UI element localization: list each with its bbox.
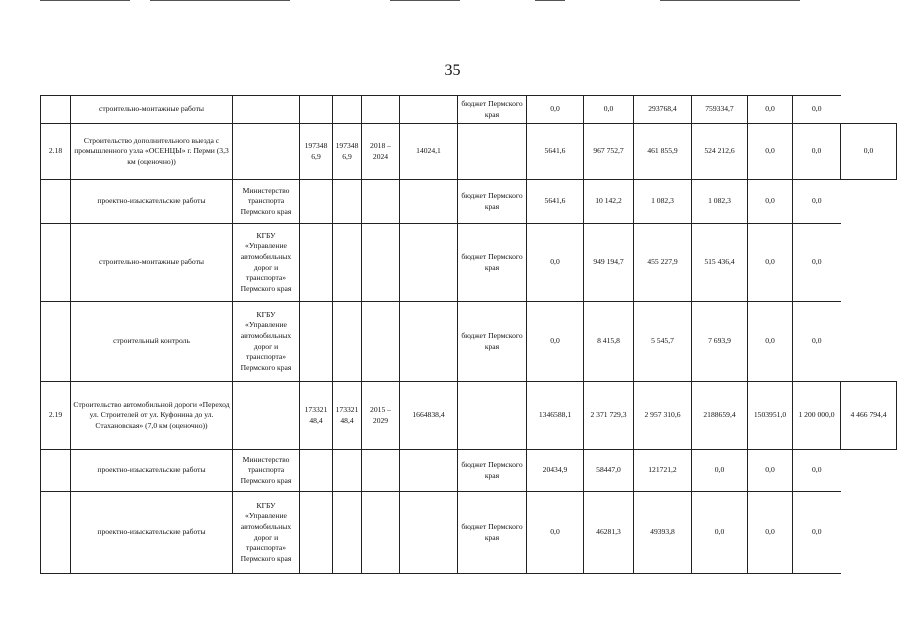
cell-value-3: 49393,8 [634, 492, 692, 574]
cell-value-7 [841, 180, 897, 224]
cell-executor: КГБУ «Управление автомобильных дорог и транспорта» Пермского края [233, 492, 300, 574]
cell-value-1: 0,0 [527, 224, 584, 302]
cell-value-7: 0,0 [841, 124, 897, 180]
cell-row-number [41, 180, 71, 224]
cell-value-4: 2188659,4 [692, 382, 748, 450]
top-rule-left [40, 0, 130, 1]
cell-value-5: 1503951,0 [748, 382, 793, 450]
cell-capacity-2 [333, 302, 362, 382]
cell-value-7 [841, 302, 897, 382]
cell-value-7 [841, 96, 897, 124]
cell-value-5: 0,0 [748, 450, 793, 492]
cell-funding-source: бюджет Пермского края [458, 96, 527, 124]
cell-capacity-2 [333, 450, 362, 492]
cell-value-7 [841, 492, 897, 574]
top-rule-mid-2 [390, 0, 460, 1]
table-row [41, 450, 897, 492]
cell-value-3: 5 545,7 [634, 302, 692, 382]
cell-capacity-1 [300, 302, 333, 382]
cell-estimated-cost [400, 224, 458, 302]
cell-capacity-1 [300, 224, 333, 302]
cell-row-number [41, 302, 71, 382]
cell-capacity-1 [300, 450, 333, 492]
cell-value-2: 10 142,2 [584, 180, 634, 224]
cell-value-5: 0,0 [748, 124, 793, 180]
cell-value-5: 0,0 [748, 492, 793, 574]
cell-value-1: 0,0 [527, 492, 584, 574]
cell-value-1: 0,0 [527, 302, 584, 382]
cell-value-7 [841, 450, 897, 492]
cell-row-number [41, 450, 71, 492]
cell-value-2: 949 194,7 [584, 224, 634, 302]
budget-table [40, 95, 897, 574]
cell-period [362, 180, 400, 224]
cell-value-7: 4 466 794,4 [841, 382, 897, 450]
cell-estimated-cost [400, 96, 458, 124]
cell-capacity-1 [300, 180, 333, 224]
cell-row-number [41, 96, 71, 124]
cell-value-6: 0,0 [793, 450, 841, 492]
cell-value-3: 1 082,3 [634, 180, 692, 224]
cell-period [362, 224, 400, 302]
table-row [41, 382, 897, 450]
cell-executor [233, 382, 300, 450]
cell-value-2: 58447,0 [584, 450, 634, 492]
cell-estimated-cost [400, 450, 458, 492]
cell-estimated-cost [400, 492, 458, 574]
cell-work-name: строительно-монтажные работы [71, 96, 233, 124]
cell-value-3: 461 855,9 [634, 124, 692, 180]
cell-work-name: проектно-изыскательские работы [71, 450, 233, 492]
cell-period [362, 96, 400, 124]
cell-value-5: 0,0 [748, 180, 793, 224]
cell-work-name: строительный контроль [71, 302, 233, 382]
cell-funding-source: бюджет Пермского края [458, 180, 527, 224]
cell-period [362, 450, 400, 492]
cell-funding-source [458, 382, 527, 450]
cell-value-4: 524 212,6 [692, 124, 748, 180]
cell-work-name: Строительство дополнительного выезда с промышленного узла «ОСЕНЦЫ» г. Перми (3,3 км (оценочно)) [71, 124, 233, 180]
cell-capacity-2: 197348 6,9 [333, 124, 362, 180]
cell-value-1: 0,0 [527, 96, 584, 124]
cell-value-6: 0,0 [793, 492, 841, 574]
cell-estimated-cost: 14024,1 [400, 124, 458, 180]
cell-value-1: 1346588,1 [527, 382, 584, 450]
cell-value-3: 455 227,9 [634, 224, 692, 302]
cell-value-2: 46281,3 [584, 492, 634, 574]
table-row [41, 492, 897, 574]
cell-period [362, 492, 400, 574]
cell-value-1: 5641,6 [527, 180, 584, 224]
cell-value-5: 0,0 [748, 302, 793, 382]
table-row [41, 302, 897, 382]
cell-funding-source: бюджет Пермского края [458, 224, 527, 302]
cell-period: 2015 – 2029 [362, 382, 400, 450]
cell-executor: Министерство транспорта Пермского края [233, 180, 300, 224]
page-number: 35 [444, 62, 461, 79]
cell-estimated-cost [400, 180, 458, 224]
cell-value-3: 293768,4 [634, 96, 692, 124]
cell-value-5: 0,0 [748, 96, 793, 124]
cell-funding-source: бюджет Пермского края [458, 492, 527, 574]
cell-value-4: 0,0 [692, 492, 748, 574]
cell-value-5: 0,0 [748, 224, 793, 302]
cell-work-name: проектно-изыскательские работы [71, 180, 233, 224]
top-rule-mid-3 [535, 0, 565, 1]
cell-value-2: 0,0 [584, 96, 634, 124]
cell-value-3: 2 957 310,6 [634, 382, 692, 450]
table-row [41, 180, 897, 224]
cell-work-name: Строительство автомобильной дороги «Переход ул. Строителей от ул. Куфонина до ул. Стахановская» (7,0 км (оценочно)) [71, 382, 233, 450]
cell-capacity-1 [300, 96, 333, 124]
cell-capacity-1: 173321 48,4 [300, 382, 333, 450]
cell-capacity-2 [333, 224, 362, 302]
cell-row-number: 2.18 [41, 124, 71, 180]
cell-capacity-2 [333, 492, 362, 574]
cell-capacity-1: 197348 6,9 [300, 124, 333, 180]
cell-value-2: 2 371 729,3 [584, 382, 634, 450]
cell-value-7 [841, 224, 897, 302]
cell-funding-source [458, 124, 527, 180]
table-row [41, 124, 897, 180]
cell-value-6: 0,0 [793, 96, 841, 124]
cell-value-3: 121721,2 [634, 450, 692, 492]
cell-work-name: строительно-монтажные работы [71, 224, 233, 302]
cell-value-4: 0,0 [692, 450, 748, 492]
cell-value-1: 5641,6 [527, 124, 584, 180]
top-rule-mid-1 [150, 0, 290, 1]
cell-estimated-cost: 1664838,4 [400, 382, 458, 450]
cell-executor: Министерство транспорта Пермского края [233, 450, 300, 492]
cell-capacity-2 [333, 96, 362, 124]
cell-value-4: 759334,7 [692, 96, 748, 124]
cell-capacity-2 [333, 180, 362, 224]
cell-funding-source: бюджет Пермского края [458, 450, 527, 492]
cell-capacity-1 [300, 492, 333, 574]
cell-value-1: 20434,9 [527, 450, 584, 492]
cell-row-number [41, 492, 71, 574]
cell-funding-source: бюджет Пермского края [458, 302, 527, 382]
cell-value-2: 967 752,7 [584, 124, 634, 180]
cell-capacity-2: 173321 48,4 [333, 382, 362, 450]
cell-work-name: проектно-изыскательские работы [71, 492, 233, 574]
table-row [41, 96, 897, 124]
cell-value-4: 7 693,9 [692, 302, 748, 382]
cell-executor: КГБУ «Управление автомобильных дорог и транспорта» Пермского края [233, 302, 300, 382]
cell-value-6: 1 200 000,0 [793, 382, 841, 450]
cell-executor: КГБУ «Управление автомобильных дорог и транспорта» Пермского края [233, 224, 300, 302]
cell-value-6: 0,0 [793, 124, 841, 180]
cell-value-6: 0,0 [793, 180, 841, 224]
table-row [41, 224, 897, 302]
cell-period: 2018 – 2024 [362, 124, 400, 180]
cell-period [362, 302, 400, 382]
cell-value-6: 0,0 [793, 224, 841, 302]
cell-row-number: 2.19 [41, 382, 71, 450]
cell-value-6: 0,0 [793, 302, 841, 382]
cell-executor [233, 96, 300, 124]
top-rule-right [660, 0, 800, 1]
cell-row-number [41, 224, 71, 302]
cell-estimated-cost [400, 302, 458, 382]
cell-executor [233, 124, 300, 180]
cell-value-4: 515 436,4 [692, 224, 748, 302]
cell-value-4: 1 082,3 [692, 180, 748, 224]
cell-value-2: 8 415,8 [584, 302, 634, 382]
